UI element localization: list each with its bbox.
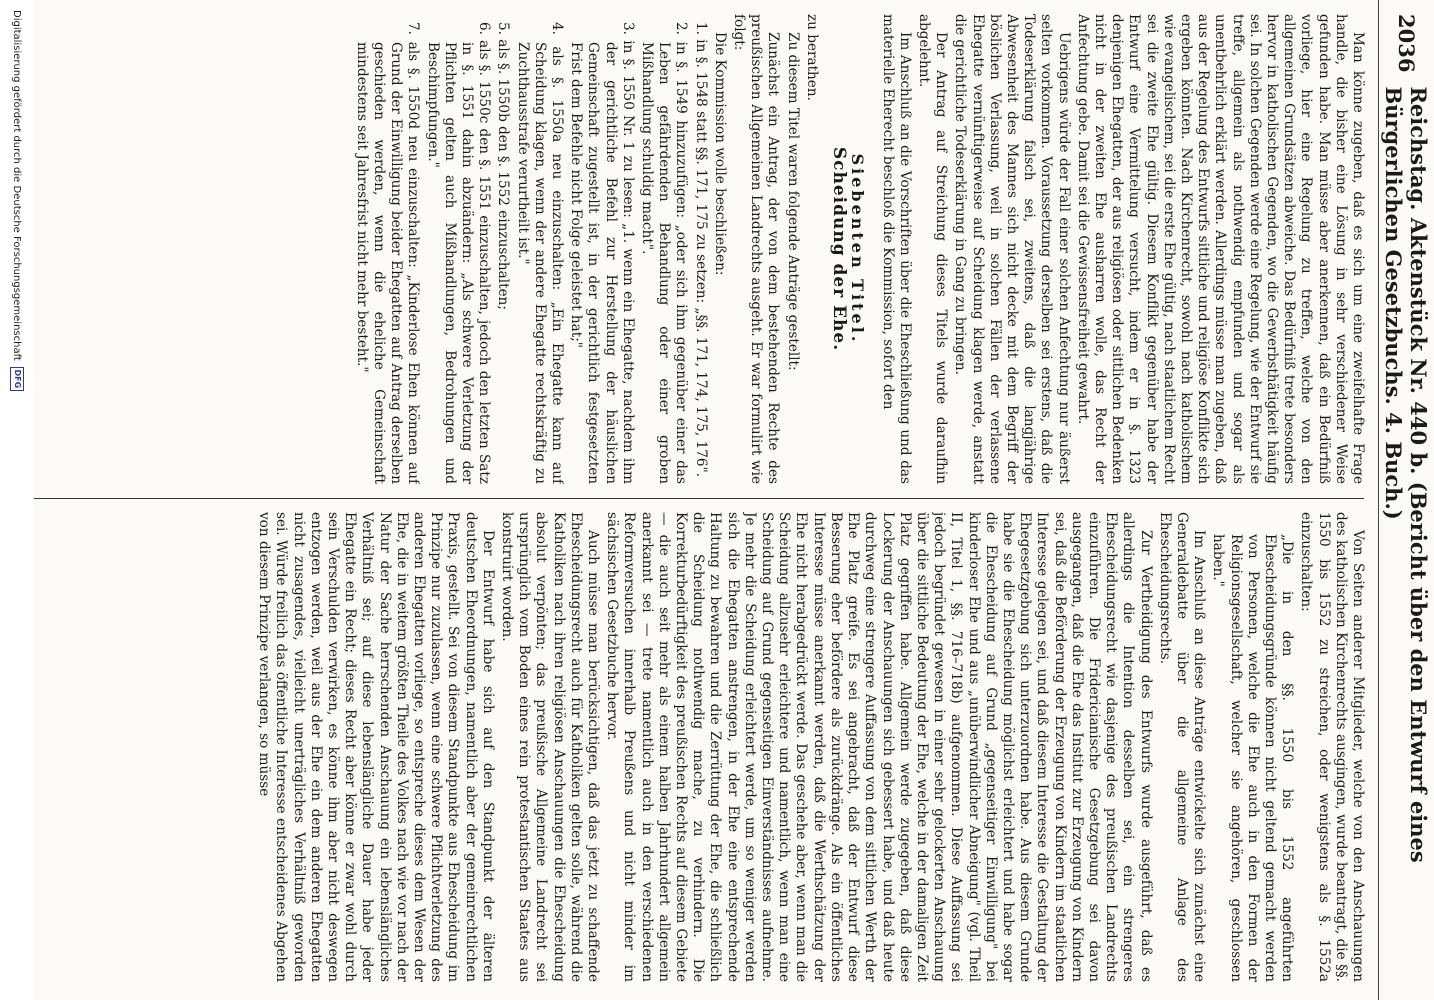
list-item: 7. als §. 1550d neu einzuschalten: „Kinderlose Ehen können auf Grund der Einwilligung beider Ehegatten auf Antrag derselben geschieden werden, wenn die eheliche Gemeinschaft mindestens seit Jahresfrist nicht mehr besteht." xyxy=(353,22,422,484)
list-item: 5. als §. 1550b den §. 1552 einzuschalten; xyxy=(495,22,512,310)
section-subheading: Scheidung der Ehe. xyxy=(829,146,850,352)
column-divider xyxy=(9,498,1364,499)
list-item: 6. als §. 1550c den §. 1551 einzuschalten, jedoch den letzten Satz in §. 1551 dahin abzuändern: „Als schwere Verletzung der Pflichten gelten auch Mißhandlungen, Bedrohungen und Beschimpfungen." xyxy=(424,22,493,484)
running-title: Reichstag. Aktenstück Nr. 440 b. (Bericht über den Entwurf eines Bürgerlichen Gesetzbuchs. 4. Buch.) xyxy=(1381,86,1432,863)
paragraph: Zunächst ein Antrag, der von dem bestehenden Rechte des preußischen Allgemeinen Landrechts ausgeht. Er war formulirt wie folgt: xyxy=(731,14,782,484)
paragraph: Die Kommission wolle beschließen: xyxy=(711,32,728,276)
list-item: 3. in §. 1550 Nr. 1 zu lesen: „1. wenn ein Ehegatte, nachdem ihm der gerichtliche Befehl zur Herstellung der häuslichen Gemeinschaft zugestellt ist, in der gerichtlich festgesetzten Frist dem Befehle nicht Folge geleistet hat;" xyxy=(568,22,636,484)
paragraph: Man könne zugeben, daß es sich um eine zweifelhafte Frage handle, die bisher eine Lösung in sehr verschiedener Weise gefunden habe. Man müsse aber anerkennen, daß ein Bedürfniß vorliege, hier eine Regelung zu treffen, welche von den allgemeinen Grundsätzen abweiche. Das Bedürfniß trete besonders hervor in katholischen Gegenden, wo die Gewerbsthätigkeit häufig sei. In solchen Gegenden werde eine Regelung, wie der Entwurf sie treffe, allgemein als nothwendig empfunden und sogar als unentbehrlich erklärt werden. Allerdings müsse man zugeben, daß aus der Regelung des Entwurfs sittliche und religiöse Konflikte sich ergeben könnten. Nach Kirchenrecht, sowohl nach katholischem wie evangelischem, sei die erste Ehe gültig, nach staatlichem Recht sei die zweite Ehe gültig. Diesem Konflikt gegenüber habe der Entwurf eine Vermittelung versucht, indem er in §. 1323 denjenigen Ehegatten, der aus religiösen oder sittlichen Bedenken nicht in der zweiten Ehe ausharren wolle, das Recht der Anfechtung gebe. Damit sei die Gewissensfreiheit gewahrt. xyxy=(1074,14,1366,484)
list-item: 2. in §. 1549 hinzuzufügen: „oder sich ihm gegenüber einer das Leben gefährdenden Behandlung oder einer groben Mißhandlung schuldig macht". xyxy=(639,22,690,484)
list-item: 4. als §. 1550a neu einzuschalten: „Ein Ehegatte kann auf Scheidung klagen, wenn der andere Ehegatte rechtskräftig zu Zuchthausstrafe verurtheilt ist." xyxy=(514,22,566,484)
paragraph: Der Entwurf habe sich auf den Standpunkt der älteren deutschen Eheordnungen, namentlich aber der gemeinrechtlichen Praxis, gestellt. Sei von diesem Standpunkte aus Ehescheidung im Prinzipe nur zuzulassen, wenn eine schwere Pflichtverletzung des anderen Ehegatten vorliege, so entspreche dieses dem Wesen der Ehe, die in weitem größten Theile des Volkes nach wie vor nach der Natur der Sache herrschenden Anschauung ein lebenslängliches Verhältniß sei; auf diese lebenslängliche Dauer habe jeder Ehegatte ein Recht; dieses Recht aber könne er zwar wohl durch sein Verschulden verwirken, es könne ihm aber nicht deswegen entzogen werden, weil aus der Ehe ein dem anderen Ehegatten nicht zusagendes, vielleicht unerträgliches Verhältniß geworden sei. Würde freilich das öffentliche Interesse entscheidenes Abgehen von diesem Prinzipe verlangen, so müsse xyxy=(256,512,496,982)
section-heading: Siebenten Titel. xyxy=(848,153,868,345)
dfg-logo-icon: DFG xyxy=(10,367,24,391)
paragraph: Im Anschluß an diese Anträge entwickelte sich zunächst eine Generaldebatte über die allgemeine Anlage des Ehescheidungsrechts. xyxy=(1156,512,1208,982)
quoted-provision: „Die in den §§. 1550 bis 1552 angeführten Ehescheidungsgründe können nicht geltend gemacht werden von Personen, welche die Ehe auch in den Formen der Religionsgesellschaft, welcher sie angehören, geschlossen haben." xyxy=(1210,534,1296,982)
paragraph: Im Anschluß an die Vorschriften über die Eheschließung und das materielle Eherecht beschloß die Kommission, sofort den xyxy=(879,14,913,484)
digitization-credit-bar xyxy=(0,0,34,1000)
right-column xyxy=(6,512,1366,982)
page-header xyxy=(1378,0,1434,1000)
paragraph: Auch müsse man berücksichtigen, daß das jetzt zu schaffende Ehescheidungsrecht auch für Katholiken gelten solle, während die Katholiken nach ihren religiösen Anschauungen die Ehescheidung absolut verpönten; das preußische Allgemeine Landrecht sei ursprünglich vom Boden eines rein protestantischen Staates aus konstruirt worden. xyxy=(499,512,602,982)
paragraph: Zu diesem Titel waren folgende Anträge gestellt: xyxy=(784,32,801,371)
paragraph: Von Seiten anderer Mitglieder, welche von den Anschauungen des katholischen Kirchenrechts ausgingen, wurde beantragt, die §§. 1550 bis 1552 zu streichen, oder wenigstens als §. 1552a einzuschalten: xyxy=(1298,512,1366,982)
page-number: 2036 xyxy=(1394,14,1419,73)
list-item: 1. in §. 1548 statt §§. 171, 175 zu setzen: „§§. 171, 174, 175, 176". xyxy=(692,22,709,478)
paragraph: Zur Vertheidigung des Entwurfs wurde ausgeführt, daß es allerdings die Intention desselben sei, ein strengeres Ehescheidungsrecht wie dasjenige des preußischen Landrechts einzuführen. Die Fridericianische Gesetzgebung sei davon ausgegangen, daß die Ehe das Institut zur Erzeugung von Kindern sei, daß die Beförderung der Erzeugung von Kindern im staatlichen Interesse gelegen sei, und daß diesem Interesse die Gestaltung der Ehegesetzgebung sich unterzuordnen habe. Aus diesem Grunde habe sie die Ehescheidung möglichst erleichtert und habe sogar die Ehescheidung auf Grund „gegenseitiger Einwilligung" bei kinderloser Ehe und aus „unüberwindlicher Abneigung" (vgl. Theil II, Titel 1, §§. 716–718b) aufgenommen. Diese Auffassung sei jedoch begründet gewesen in einer sehr gelockerten Anschauung über die sittliche Bedeutung der Ehe, welche in der damaligen Zeit Platz gegriffen habe. Allgemein werde zugegeben, daß diese Lockerung der Anschauungen sich gebessert habe, und daß heute durchweg eine strengere Auffassung von dem sittlichen Werth der Ehe Platz greife. Es sei angebracht, daß der Entwurf diese Besserung eher befördere als zurückdränge. Als ein öffentliches Interesse müsse anerkannt werden, daß die Werthschätzung der Ehe nicht herabgedrückt werde. Das geschehe aber, wenn man die Scheidung allzusehr erleichtere und namentlich, wenn man eine Scheidung auf Grund gegenseitigen Einverständnisses aufnehme. Je mehr die Scheidung erleichtert werde, um so weniger werden sich die Ehegatten anstrengen, in der Ehe eine entsprechende Haltung zu bewahren und die Zerrüttung der Ehe, die schließlich die Scheidung nothwendig mache, zu verhindern. Die Korrekturbedürftigkeit des preußischen Rechts auf diesem Gebiete — die auch seit mehr als einem halben Jahrhundert allgemein anerkannt sei — trete namentlich auch in den verschiedenen Reformversuchen innerhalb Preußens und nicht minder im sächsischen Gesetzbuche hervor. xyxy=(604,512,1154,982)
paragraph: Uebrigens würde der Fall einer solchen Anfechtung nur äußerst selten vorkommen. Voraussetzung derselben sei erstens, daß die Todeserklärung falsch sei, zweitens, daß die langjährige Abwesenheit des Mannes sich nicht decke mit dem Begriff der böslichen Verlassung, weil in solchen Fällen der verlassene Ehegatte vernünftigerweise auf Scheidung klagen werde, anstatt die gerichtliche Todeserklärung in Gang zu bringen. xyxy=(952,14,1072,484)
left-column xyxy=(6,14,1366,484)
digitization-credit: Digitalisierung gefördert durch die Deutsche Forschungsgemeinschaft xyxy=(11,10,23,361)
paragraph: Der Antrag auf Streichung dieses Titels wurde daraufhin abgelehnt. xyxy=(915,14,950,484)
paragraph: zu berathen. xyxy=(803,14,820,101)
